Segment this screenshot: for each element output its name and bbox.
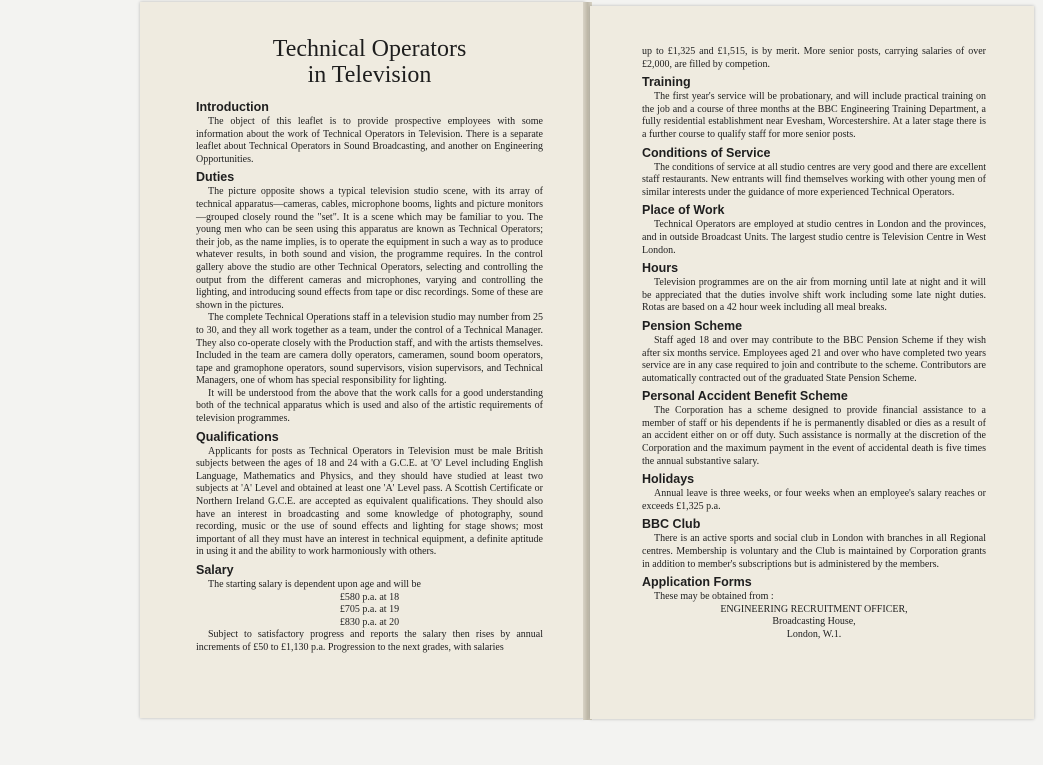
introduction-text: The object of this leaflet is to provide prospective employees with some information about the work of Technical Operators in Television. There is a separate leaflet about Technical Operators in Sound Broadcasting, and another on Engineering Opportunities. <box>196 116 543 165</box>
heading-introduction: Introduction <box>196 100 269 114</box>
duties-paragraph-3: It will be understood from the above that the work calls for a good understanding both of the technical apparatus which is used and also of the artistic requirements of television programmes. <box>196 387 543 425</box>
heading-hours: Hours <box>642 261 679 276</box>
training-text: The first year's service will be probationary, and will include practical training on the job and a course of three months at the BBC Engineering Training Department, a fully residential establishment near Evesham, Worcestershire. At a later stage there is a further course to qualify staff for more senior posts. <box>642 91 986 140</box>
salary-item: £830 p.a. at 20 <box>339 616 400 628</box>
duties-paragraph-1: The picture opposite shows a typical television studio scene, with its array of technical apparatus—cameras, cables, microphone booms, lights and picture monitors—grouped closely round the "set". It is a scene which may be familiar to you. The young men who can be seen using this apparatus are known as Technical Operators; their job, as the name implies, is to operate the equipment in such a way as to produce whatever results, in both sound and vision, the programme requires. In the control gallery above the studio are other Technical Operators, selecting and controlling the output from the different cameras and microphones, varying and controlling the lighting, and introducing sound effects from tape or disc recordings. Some of these are shown in the pictures. <box>196 186 543 311</box>
left-page <box>140 2 585 718</box>
holidays-text: Annual leave is three weeks, or four weeks when an employee's salary reaches or exceeds £1,325 p.a. <box>642 488 986 512</box>
address-line: London, W.1. <box>786 629 842 640</box>
heading-qualifications: Qualifications <box>196 429 279 444</box>
heading-pension: Pension Scheme <box>642 318 743 333</box>
page-title <box>196 36 543 88</box>
application-forms-intro: These may be obtained from : <box>654 591 774 603</box>
heading-application-forms: Application Forms <box>642 575 752 590</box>
duties-paragraph-2: The complete Technical Operations staff in a television studio may number from 25 to 30, and they all work together as a team, under the control of a Technical Manager. They also co-operate closely with the Production staff, and with the artists themselves. Included in the team are camera dolly operators, cameramen, sound boom operators, tape and gramophone operators, sound supervisors, vision supervisors, and Technical Managers, one of whom has special responsibility for lighting. <box>196 312 543 387</box>
salary-text: Subject to satisfactory progress and reports the salary then rises by annual increments of £50 to £1,130 p.a. Progression to the next grades, with salaries <box>196 629 543 653</box>
address-block <box>642 604 986 642</box>
right-page <box>590 6 1034 719</box>
accident-benefit-text: The Corporation has a scheme designed to provide financial assistance to a member of staff or his dependents if he is permanently disabled or dies as a result of an accident either on or off duty. Such assistance is normally at the discretion of the Corporation and the maximum payment in the event of accidental death is five times the annual substantive salary. <box>642 405 986 467</box>
place-of-work-text: Technical Operators are employed at studio centres in London and the provinces, and in outside Broadcast Units. The largest studio centre is Television Centre in West London. <box>642 219 986 256</box>
heading-conditions: Conditions of Service <box>642 145 771 160</box>
salary-continued: up to £1,325 and £1,515, is by merit. More senior posts, carrying salaries of over £2,000, are filled by competion. <box>642 46 986 70</box>
heading-salary: Salary <box>196 563 234 577</box>
conditions-text: The conditions of service at all studio centres are very good and there are excellent staff restaurants. New entrants will find themselves working with other young men of similar interests under the guidance of more experienced Technical Operators. <box>642 161 986 198</box>
heading-accident-benefit: Personal Accident Benefit Scheme <box>642 389 848 404</box>
hours-text: Television programmes are on the air from morning until late at night and it will be appreciated that the duties involve shift work including some late night duties. Rotas are based on a 42 hour week including all meal breaks. <box>642 277 986 314</box>
bbc-club-text: There is an active sports and social club in London with branches in all Regional centres. Membership is voluntary and the Club is maintained by Corporation grants in addition to member's subscriptions but is administered by the members. <box>642 533 986 570</box>
salary-item: £705 p.a. at 19 <box>339 604 400 616</box>
heading-place-of-work: Place of Work <box>642 203 725 218</box>
heading-holidays: Holidays <box>642 472 695 487</box>
title-line-1: Technical Operators <box>272 36 467 62</box>
heading-duties: Duties <box>196 170 235 185</box>
address-line: Broadcasting House, <box>772 616 856 628</box>
qualifications-text: Applicants for posts as Technical Operators in Television must be male British subjects between the ages of 18 and 24 with a G.C.E. at 'O' Level including English Language, Mathematics and Physics, and they should have studied at least two subjects at 'A' Level and obtained at least one 'A' Level pass. A Scottish Certificate or Northern Ireland G.C.E. are accepted as equivalent qualifications. They should also have an interest in broadcasting and some knowledge of photography, sound recording, music or the use of sound effects and lighting for stage shows; most important of all they must have an interest in technical equipment, a definite aptitude in using it and the ability to work harmoniously with others. <box>196 445 543 558</box>
salary-list <box>196 592 543 630</box>
title-line-2: in Television <box>307 62 432 88</box>
pension-text: Staff aged 18 and over may contribute to the BBC Pension Scheme if they wish after six months service. Employees aged 21 and over who have completed two years service are in any case required to join and contribute to the scheme. Contributors are automatically contracted out of the graduated State Pension Scheme. <box>642 334 986 384</box>
salary-item: £580 p.a. at 18 <box>339 591 400 603</box>
address-line: ENGINEERING RECRUITMENT OFFICER, <box>720 603 908 615</box>
salary-intro: The starting salary is dependent upon age and will be <box>208 579 421 590</box>
heading-bbc-club: BBC Club <box>642 517 701 532</box>
heading-training: Training <box>642 75 691 90</box>
